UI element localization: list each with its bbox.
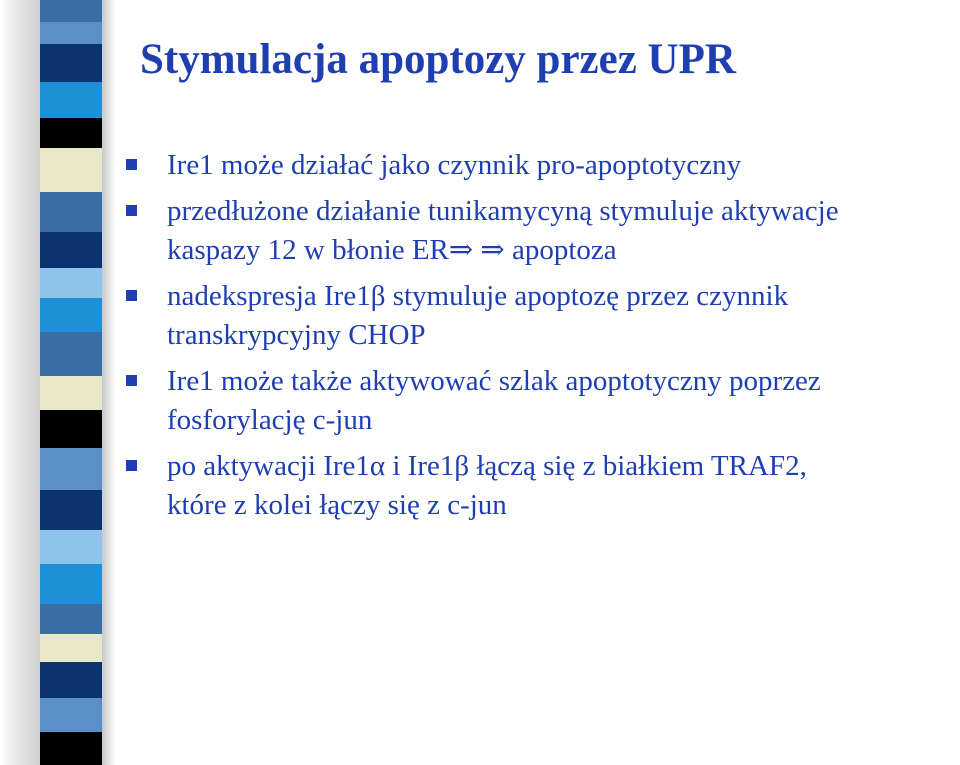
stripe — [40, 530, 102, 564]
bullet-item — [124, 146, 954, 185]
stripe — [40, 564, 102, 604]
stripe — [40, 192, 102, 232]
stripe — [40, 232, 102, 268]
bullet-item — [124, 362, 954, 440]
stripe — [40, 662, 102, 698]
bullet-text: nadekspresja Ire1β stymuluje apoptozę przez czynnik — [167, 280, 789, 312]
bullet-text: kaspazy 12 w błonie ER⇒ ⇒ apoptoza — [167, 234, 617, 266]
stripe — [40, 490, 102, 530]
stripe — [40, 118, 102, 148]
stripe — [40, 268, 102, 298]
square-bullet-icon — [126, 205, 137, 216]
bullet-text: fosforylację c-jun — [167, 404, 373, 436]
left-shadow — [0, 0, 40, 765]
stripe — [40, 604, 102, 634]
bullet-item — [124, 447, 954, 525]
bullet-item — [124, 192, 954, 270]
stripe — [40, 634, 102, 662]
bullet-text: przedłużone działanie tunikamycyną stymuluje aktywacje — [167, 195, 839, 227]
bullet-text: transkrypcyjny CHOP — [167, 319, 426, 351]
bullet-text: po aktywacji Ire1α i Ire1β łączą się z białkiem TRAF2, — [167, 450, 807, 482]
stripe — [40, 44, 102, 82]
stripe — [40, 0, 102, 22]
square-bullet-icon — [126, 159, 137, 170]
square-bullet-icon — [126, 375, 137, 386]
stripe — [40, 148, 102, 192]
stripe — [40, 298, 102, 332]
stripe — [40, 376, 102, 410]
square-bullet-icon — [126, 290, 137, 301]
stripe — [40, 698, 102, 732]
stripe — [40, 82, 102, 118]
stripe — [40, 732, 102, 765]
bullet-text: Ire1 może działać jako czynnik pro-apoptotyczny — [167, 149, 742, 181]
stripe — [40, 332, 102, 376]
bullet-text: które z kolei łączy się z c-jun — [167, 489, 507, 521]
stripe — [40, 22, 102, 44]
square-bullet-icon — [126, 460, 137, 471]
stripe — [40, 410, 102, 448]
decorative-stripe-bar — [40, 0, 102, 765]
stripe — [40, 448, 102, 490]
slide-title: Stymulacja apoptozy przez UPR — [140, 36, 736, 83]
bullet-text: Ire1 może także aktywować szlak apoptotyczny poprzez — [167, 365, 821, 397]
bullet-item — [124, 277, 954, 355]
right-shadow — [102, 0, 116, 765]
bullet-list — [124, 146, 954, 532]
